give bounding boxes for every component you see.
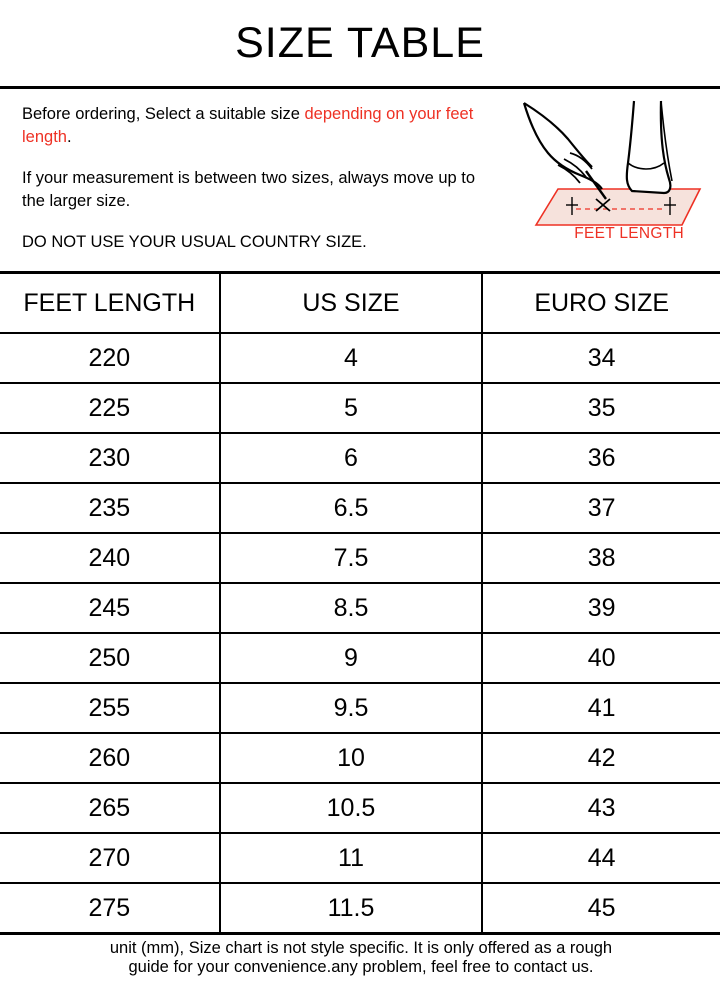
intro-line-2: If your measurement is between two sizes, always move up to the larger size. <box>22 168 476 211</box>
cell-euro-size: 39 <box>482 583 720 633</box>
cell-us-size: 5 <box>220 383 483 433</box>
cell-feet-length: 240 <box>0 533 220 583</box>
table-row <box>0 883 720 932</box>
cell-us-size: 7.5 <box>220 533 483 583</box>
cell-euro-size: 37 <box>482 483 720 533</box>
cell-feet-length: 245 <box>0 583 220 633</box>
cell-feet-length: 230 <box>0 433 220 483</box>
intro-line-3: DO NOT USE YOUR USUAL COUNTRY SIZE. <box>22 232 367 251</box>
table-row <box>0 733 720 783</box>
cell-feet-length: 255 <box>0 683 220 733</box>
cell-euro-size: 41 <box>482 683 720 733</box>
cell-us-size: 6 <box>220 433 483 483</box>
title-band <box>0 0 720 86</box>
cell-feet-length: 260 <box>0 733 220 783</box>
table-row <box>0 633 720 683</box>
intro-line-1-accent: depending on your feet length <box>22 105 474 147</box>
cell-us-size: 10 <box>220 733 483 783</box>
cell-us-size: 11 <box>220 833 483 883</box>
table-row <box>0 783 720 833</box>
table-row <box>0 433 720 483</box>
cell-feet-length: 225 <box>0 383 220 433</box>
column-header-feet-length: FEET LENGTH <box>0 274 220 333</box>
cell-feet-length: 265 <box>0 783 220 833</box>
page-title: SIZE TABLE <box>235 18 485 67</box>
cell-us-size: 11.5 <box>220 883 483 932</box>
intro-section <box>0 89 720 271</box>
cell-euro-size: 44 <box>482 833 720 883</box>
cell-feet-length: 235 <box>0 483 220 533</box>
cell-euro-size: 45 <box>587 893 616 922</box>
size-table <box>0 274 720 932</box>
cell-us-size: 4 <box>220 333 483 383</box>
table-row <box>0 683 720 733</box>
column-header-euro-size: EURO SIZE <box>482 274 720 333</box>
cell-euro-size: 40 <box>482 633 720 683</box>
hand-measuring-foot-icon <box>514 97 704 247</box>
cell-feet-length: 220 <box>0 333 220 383</box>
cell-euro-size: 42 <box>482 733 720 783</box>
feet-length-caption: FEET LENGTH <box>574 225 684 242</box>
cell-us-size: 8.5 <box>220 583 483 633</box>
column-header-us-size: US SIZE <box>220 274 483 333</box>
cell-us-size: 9.5 <box>220 683 483 733</box>
cell-us-size: 9 <box>220 633 483 683</box>
cell-feet-length: 250 <box>0 633 220 683</box>
cell-euro-size: 38 <box>482 533 720 583</box>
table-row <box>0 483 720 533</box>
table-row <box>0 583 720 633</box>
table-row <box>0 383 720 433</box>
table-row <box>0 533 720 583</box>
cell-feet-length: 270 <box>0 833 220 883</box>
cell-euro-size: 35 <box>482 383 720 433</box>
intro-line-1 <box>22 103 492 150</box>
intro-line-1-end: . <box>66 128 72 147</box>
table-row <box>0 833 720 883</box>
footer-note-line-1: unit (mm), Size chart is not style specific. It is only offered as a rough <box>109 939 613 957</box>
table-row <box>0 333 720 383</box>
footer-note <box>0 935 720 978</box>
cell-us-size: 10.5 <box>220 783 483 833</box>
intro-line-1-text: Before ordering, Select a suitable size <box>22 105 305 123</box>
cell-us-size: 6.5 <box>220 483 483 533</box>
cell-feet-length: 275 <box>0 883 220 932</box>
cell-euro-size: 43 <box>482 783 720 833</box>
cell-euro-size: 34 <box>482 333 720 383</box>
footer-note-line-2: guide for your convenience.any problem, feel free to contact us. <box>128 958 594 977</box>
cell-euro-size: 36 <box>482 433 720 483</box>
table-header-row <box>0 274 720 333</box>
